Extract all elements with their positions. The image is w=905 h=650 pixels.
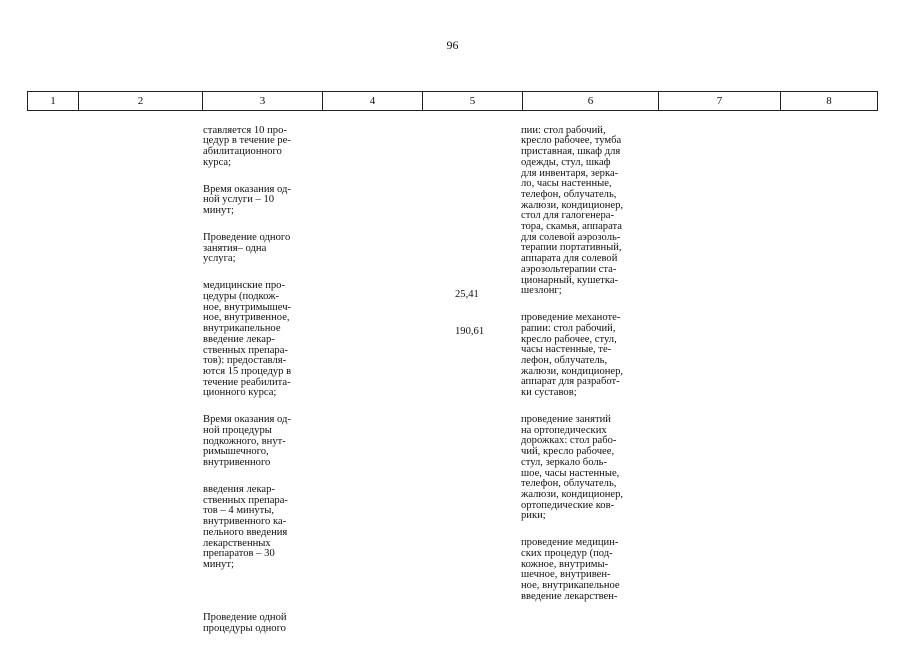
column-number-1: 1	[28, 92, 79, 111]
column-3-text	[203, 115, 323, 650]
column-number-4: 4	[323, 92, 423, 111]
col3-paragraph-2: Время оказания од- ной услуги – 10 минут;	[203, 183, 291, 217]
column-number-2: 2	[79, 92, 203, 111]
column-6-text	[521, 115, 656, 619]
column-5-value-1: 25,41	[455, 289, 479, 300]
column-number-8: 8	[781, 92, 878, 111]
page-number: 96	[446, 38, 459, 52]
column-number-7: 7	[659, 92, 781, 111]
col3-paragraph-4: медицинские про- цедуры (подкож- ное, внутримышеч- ное, внутривенное, внутрикапельное введение лекар- ственных препара- тов): предоставля- ются 15 процедур в течение реабилита- ционного курса;	[203, 280, 292, 399]
table-header	[27, 91, 878, 111]
column-number-6: 6	[523, 92, 659, 111]
column-5-value-2: 190,61	[455, 326, 485, 337]
col6-paragraph-3: проведение занятий на ортопедических дорожках: стол рабо- чий, кресло рабочее, стул, зеркало боль- шое, часы настенные, телефон, облучатель, жалюзи, кондиционер, ортопедические ков- рики;	[521, 413, 624, 522]
col3-paragraph-7: Проведение одной процедуры одного	[203, 611, 287, 634]
column-number-3: 3	[203, 92, 323, 111]
col3-paragraph-6: введения лекар- ственных препара- тов – 4 минуты, внутривенного ка- пельного введения лекарственных препаратов – 30 минут;	[203, 484, 288, 570]
col6-paragraph-4: проведение медицин- ских процедур (под- кожное, внутримы- шечное, внутривен- ное, внутрикапельное введение лекарствен-	[521, 537, 620, 602]
col6-paragraph-2: проведение механоте- рапии: стол рабочий, кресло рабочее, стул, часы настенные, те- лефон, облучатель, жалюзи, кондиционер, аппарат для разработ- ки суставов;	[521, 312, 624, 399]
column-number-5: 5	[423, 92, 523, 111]
col6-paragraph-1: пии: стол рабочий, кресло рабочее, тумба приставная, шкаф для одежды, стул, шкаф для инвентаря, зерка- ло, часы настенные, телефон, облучатель, жалюзи, кондиционер, стол для галогенера- тора, скамья, аппарата для солевой аэрозоль- терапии портативный, аппарата для солевой аэрозольтерапии ста- ционарный, кушетка- шезлонг;	[521, 124, 624, 297]
col3-paragraph-5: Время оказания од- ной процедуры подкожного, внут- римышечного, внутривенного	[203, 414, 291, 469]
col3-paragraph-1: ставляется 10 про- цедур в течение ре- абилитационного курса;	[203, 124, 291, 168]
col3-paragraph-3: Проведение одного занятия– одна услуга;	[203, 232, 291, 265]
